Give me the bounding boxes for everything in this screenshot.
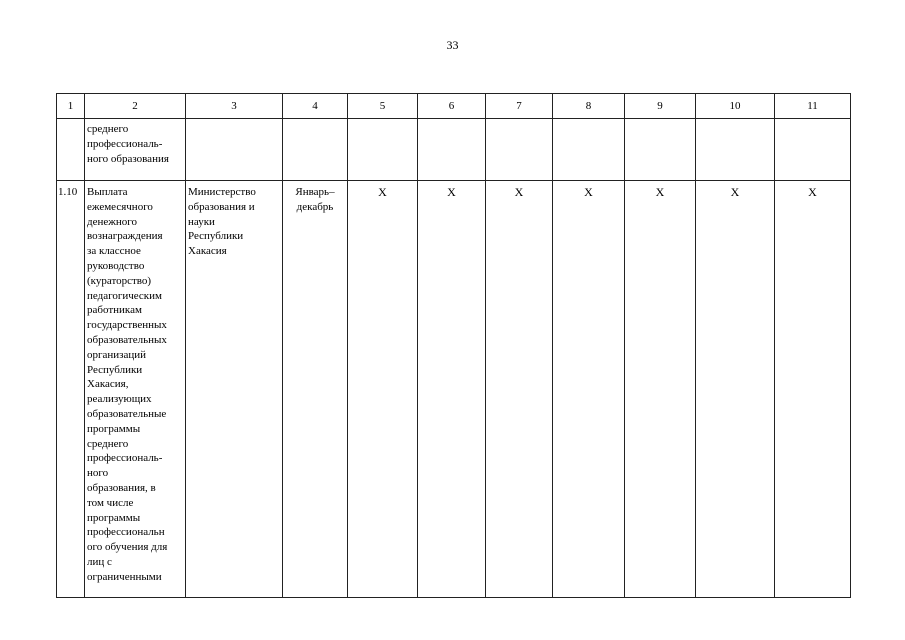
- mark-cell-5: Х: [348, 181, 418, 598]
- text-line: ного: [87, 467, 109, 480]
- empty-cell: [418, 119, 486, 181]
- text-line: образования и: [188, 200, 255, 213]
- continuation-description-cell: [85, 119, 186, 181]
- mark-cell-6: Х: [418, 181, 486, 598]
- text-line: ограниченными: [87, 570, 162, 583]
- empty-cell: [486, 119, 553, 181]
- text-line: профессиональ-: [87, 137, 163, 150]
- text-line: работникам: [87, 304, 142, 317]
- header-cell-6: 6: [418, 94, 486, 119]
- mark-cell-7: Х: [486, 181, 553, 598]
- header-cell-11: 11: [775, 94, 851, 119]
- continuation-number-cell: [57, 119, 85, 181]
- text-line: профессиональ-: [87, 452, 163, 465]
- header-cell-5: 5: [348, 94, 418, 119]
- text-line: программы: [87, 422, 141, 435]
- text-line: Выплата: [87, 186, 128, 198]
- text-line: вознаграждения: [87, 230, 163, 243]
- header-cell-2: 2: [85, 94, 186, 119]
- text-line: образования, в: [87, 481, 156, 494]
- text-line: руководство: [87, 259, 145, 272]
- text-line: ного образования: [87, 152, 169, 165]
- text-line: Министерство: [188, 186, 256, 198]
- empty-cell: [696, 119, 775, 181]
- page-number: 33: [446, 38, 459, 52]
- text-line: программы: [87, 511, 141, 524]
- term-cell: [283, 181, 348, 598]
- text-line: Республики: [188, 230, 244, 243]
- executor-cell: [186, 181, 283, 598]
- mark-cell-9: Х: [625, 181, 696, 598]
- empty-cell: [625, 119, 696, 181]
- measure-description-cell: [85, 181, 186, 598]
- text-line: педагогическим: [87, 289, 163, 302]
- header-cell-9: 9: [625, 94, 696, 119]
- text-line: денежного: [87, 215, 137, 228]
- row-number-cell: 1.10: [57, 181, 85, 598]
- text-line: профессиональн: [87, 526, 165, 539]
- text-line: Хакасия,: [87, 378, 129, 391]
- empty-cell: [348, 119, 418, 181]
- header-cell-7: 7: [486, 94, 553, 119]
- text-line: государственных: [87, 319, 167, 332]
- header-cell-1: 1: [57, 94, 85, 119]
- text-line: ого обучения для: [87, 541, 168, 554]
- empty-cell: [283, 119, 348, 181]
- text-line: Январь–: [295, 186, 335, 198]
- text-line: Республики: [87, 363, 143, 376]
- text-line: реализующих: [87, 393, 152, 406]
- empty-cell: [186, 119, 283, 181]
- empty-cell: [775, 119, 851, 181]
- text-line: образовательные: [87, 407, 167, 420]
- header-cell-3: 3: [186, 94, 283, 119]
- text-line: науки: [188, 215, 215, 228]
- header-cell-4: 4: [283, 94, 348, 119]
- mark-cell-10: Х: [696, 181, 775, 598]
- header-cell-10: 10: [696, 94, 775, 119]
- text-line: за классное: [87, 245, 141, 258]
- text-line: образовательных: [87, 333, 167, 346]
- empty-cell: [553, 119, 625, 181]
- text-line: ежемесячного: [87, 200, 153, 213]
- plan-table: [56, 93, 851, 598]
- table-row-1-10: [57, 181, 851, 598]
- header-row: [57, 94, 851, 119]
- mark-cell-8: Х: [553, 181, 625, 598]
- continuation-row: [57, 119, 851, 181]
- text-line: лиц с: [87, 555, 112, 568]
- text-line: том числе: [87, 496, 134, 509]
- text-line: (кураторство): [87, 274, 152, 287]
- text-line: организаций: [87, 348, 147, 361]
- header-cell-8: 8: [553, 94, 625, 119]
- text-line: среднего: [87, 437, 129, 450]
- text-line: среднего: [87, 123, 129, 135]
- text-line: декабрь: [296, 200, 334, 213]
- mark-cell-11: Х: [775, 181, 851, 598]
- text-line: Хакасия: [188, 245, 227, 258]
